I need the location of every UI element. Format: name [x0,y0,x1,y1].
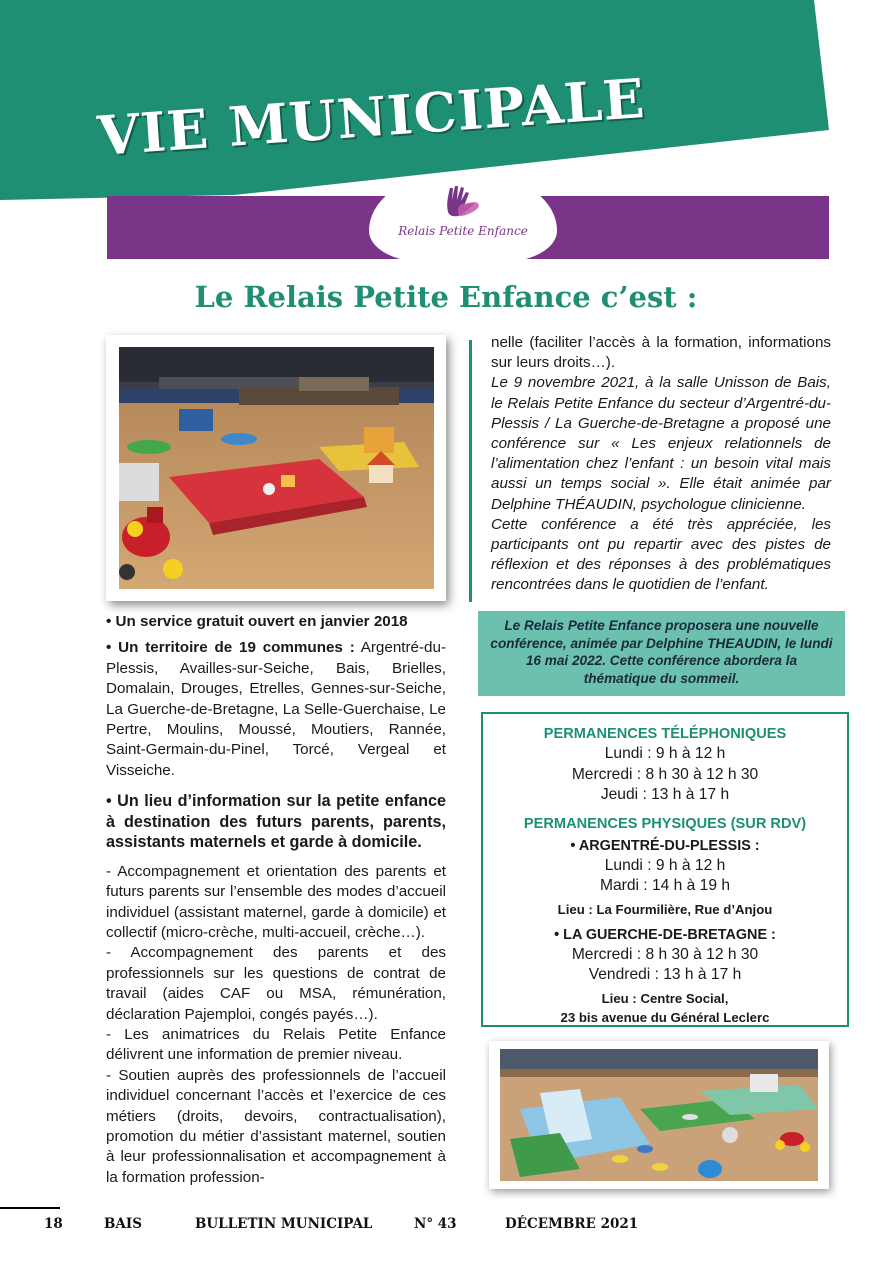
site2-line: Mercredi : 8 h 30 à 12 h 30 [571,945,759,963]
site2-place: Lieu : Centre Social, [601,990,729,1006]
page-number: 18 [44,1216,63,1232]
paragraph-conference-appreciee: Cette conférence a été très appréciée, les participants ont pu repartir avec des pistes de réflexion et des réponses à des problématiques rencontrées dans le quotidien de l’enfant. [491,515,831,594]
tel-title: PERMANENCES TÉLÉPHONIQUES [543,726,787,742]
motor-room-photo-illustration [500,1049,818,1181]
territory-communes: Argentré-du-Plessis, Availles-sur-Seiche, Bais, Brielles, Domalain, Drouges, Etrelles, Gennes-sur-Seiche, La Guerche-de-Bretagne, La Selle-Guerchaise, Le Pertre, Moulins, Moussé, Moutiers, Rannée, Saint-Germain-du-Pinel, Torcé, Vergeal et Visseiche. [106,639,446,779]
paragraph-conference-novembre: Le 9 novembre 2021, à la salle Unisson de Bais, le Relais Petite Enfance du secteur d’Argentré-du-Plessis / La Guerche-de-Bretagne a proposé une conférence sur « Les enjeux relationnels de l’alimentation chez l’enfant : un besoin vital mais aussi un temps social ». Elle était animée par Delphine THÉAUDIN, psychologue clinicienne. [491,374,831,513]
photo-motor-room [489,1041,829,1189]
bullet-information-place: • Un lieu d’information sur la petite enfance à destination des futurs parents, parents, assistants maternels et garde à domicile. [106,792,446,852]
site1-line: Lundi : 9 h à 12 h [604,856,726,874]
page-title: Le Relais Petite Enfance c’est : [194,280,698,314]
footer-issue: N° 43 [414,1216,457,1232]
paragraph-contrat-travail: - Accompagnement des parents et des professionnels sur les questions de contrat de travail (aides CAF ou MSA, rémunération, déclaration Pajemploi, congés payés…). [106,944,446,1023]
photo-playroom [106,335,446,601]
paragraph-formation: nelle (faciliter l’accès à la formation, informations sur leurs droits…). [491,334,831,372]
hand-logo-icon [440,182,484,220]
section-title: VIE MUNICIPALE [95,65,648,168]
site2-line: Vendredi : 13 h à 17 h [588,966,742,983]
playroom-photo-illustration [119,347,434,589]
tel-line: Mercredi : 8 h 30 à 12 h 30 [571,765,759,783]
paragraph-soutien-professionnels: - Soutien auprès des professionnels de l’accueil individuel concernant l’accès et l’exercice de ces métiers (droits, devoirs, contractualisation), promotion du métier d’assistant maternel, soutien à leur professionnalisation et accompagnement à la formation profession- [106,1066,446,1186]
site2-name: • LA GUERCHE-DE-BRETAGNE : [554,926,776,943]
column-divider [469,340,472,602]
footer-town: BAIS [104,1216,142,1232]
footer-rule [0,1207,60,1209]
permanences-box [481,712,849,1027]
paragraph-information-niveau: - Les animatrices du Relais Petite Enfance délivrent une information de premier niveau. [106,1026,446,1064]
tel-line: Lundi : 9 h à 12 h [604,745,726,762]
right-column [491,333,831,596]
conference-highlight: Le Relais Petite Enfance proposera une nouvelle conférence, animée par Delphine THEAUDIN, le lundi 16 mai 2022. Cette conférence abordera la thématique du sommeil. [478,611,845,696]
logo-text: Relais Petite Enfance [398,224,528,238]
phys-title: PERMANENCES PHYSIQUES (SUR RDV) [523,815,807,832]
site1-line: Mardi : 14 h à 19 h [599,877,731,894]
site2-address: 23 bis avenue du Général Leclerc [560,1009,770,1025]
footer-date: DÉCEMBRE 2021 [505,1216,639,1232]
paragraph-accompagnement-orientation: - Accompagnement et orientation des parents et futurs parents sur l’ensemble des modes d’accueil individuel (assistant maternel, garde à domicile) et collectif (micro-crèche, multi-accueil, crèche…). [106,862,446,941]
bullet-free-service: • Un service gratuit ouvert en janvier 2018 [106,613,408,630]
territory-heading: • Un territoire de 19 communes : [106,639,355,657]
left-column [106,612,446,1188]
bullet-territory [106,638,446,781]
tel-line: Jeudi : 13 h à 17 h [600,786,730,803]
site1-place: Lieu : La Fourmilière, Rue d’Anjou [557,901,773,917]
site1-name: • ARGENTRÉ-DU-PLESSIS : [570,837,760,854]
footer-publication: BULLETIN MUNICIPAL [195,1216,373,1232]
